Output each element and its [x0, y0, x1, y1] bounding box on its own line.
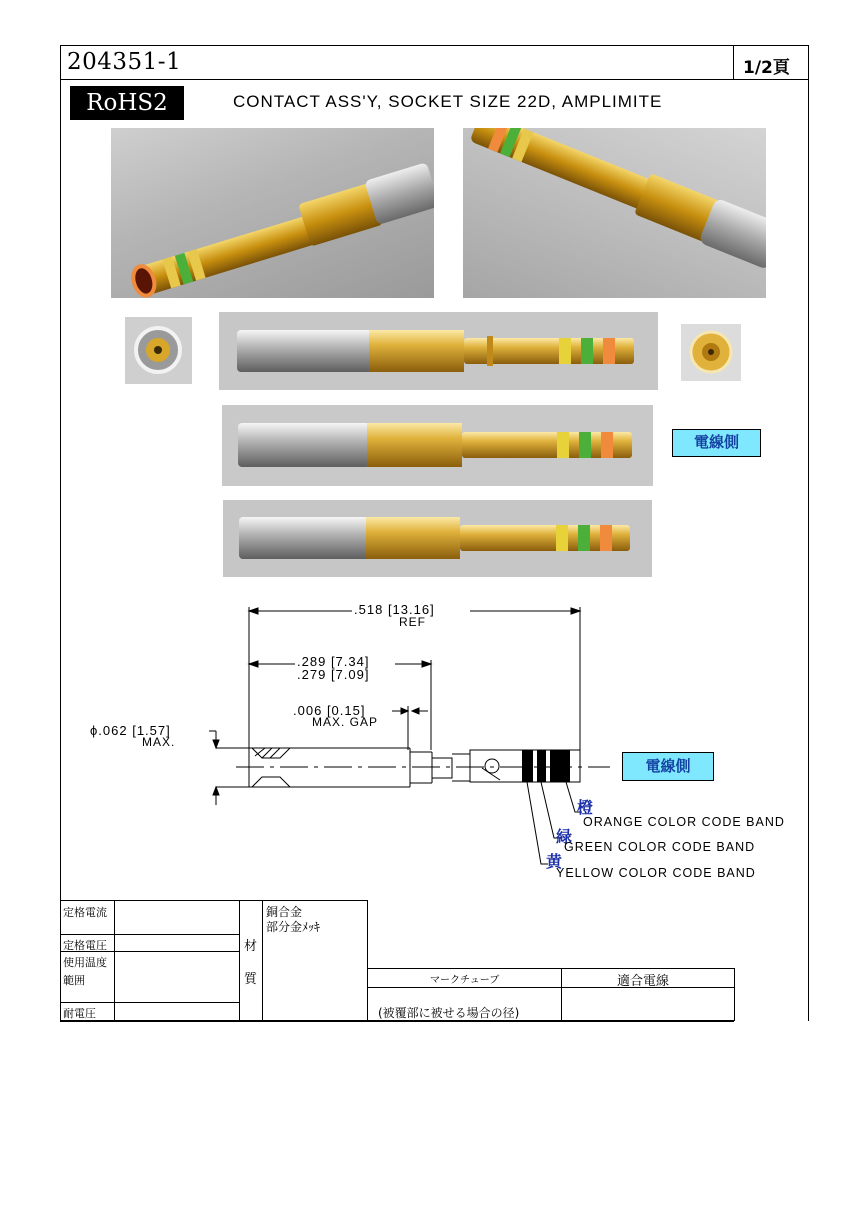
page-title: CONTACT ASS'Y, SOCKET SIZE 22D, AMPLIMITE — [233, 92, 663, 111]
material-value-2: 部分金ﾒｯｷ — [266, 920, 321, 934]
orange-kanji-label: 橙 — [577, 798, 594, 817]
material-label-2: 質 — [244, 972, 258, 987]
material-value-1: 銅合金 — [266, 905, 303, 919]
gap-dimension: .006 [0.15] — [293, 703, 366, 718]
wire-side-tag: 電線側 — [672, 429, 761, 457]
length-max-dimension: .289 [7.34] — [297, 654, 370, 669]
material-label-1: 材 — [244, 939, 258, 954]
part-number: 204351-1 — [67, 49, 182, 75]
page-number: 1/2頁 — [743, 58, 790, 78]
rohs-badge: RoHS2 — [70, 86, 184, 120]
length-min-dimension: .279 [7.09] — [297, 667, 370, 682]
overall-length-dimension: .518 [13.16] — [354, 602, 435, 617]
wire-side-tag-drawing: 電線側 — [622, 752, 714, 781]
green-band-label: GREEN COLOR CODE BAND — [564, 840, 756, 854]
diameter-max-label: MAX. — [142, 735, 176, 749]
rated-voltage-label: 定格電圧 — [63, 939, 107, 952]
diameter-dimension: ϕ.062 [1.57] — [90, 723, 171, 738]
orange-band-label: ORANGE COLOR CODE BAND — [583, 815, 785, 829]
marking-tube-note: (被覆部に被せる場合の径) — [378, 1006, 520, 1020]
temp-range-label-1: 使用温度 — [63, 956, 107, 969]
temp-range-label-2: 範囲 — [63, 974, 85, 987]
yellow-kanji-label: 黄 — [546, 852, 563, 871]
yellow-band-label: YELLOW COLOR CODE BAND — [556, 866, 756, 880]
withstand-voltage-label: 耐電圧 — [63, 1007, 96, 1020]
marking-tube-header: マークチューブ — [430, 975, 500, 986]
gap-label: MAX. GAP — [312, 715, 379, 729]
green-kanji-label: 緑 — [556, 827, 573, 846]
applicable-wire-header: 適合電線 — [617, 974, 670, 989]
rated-current-label: 定格電流 — [63, 906, 107, 919]
overall-ref-label: REF — [399, 615, 426, 629]
